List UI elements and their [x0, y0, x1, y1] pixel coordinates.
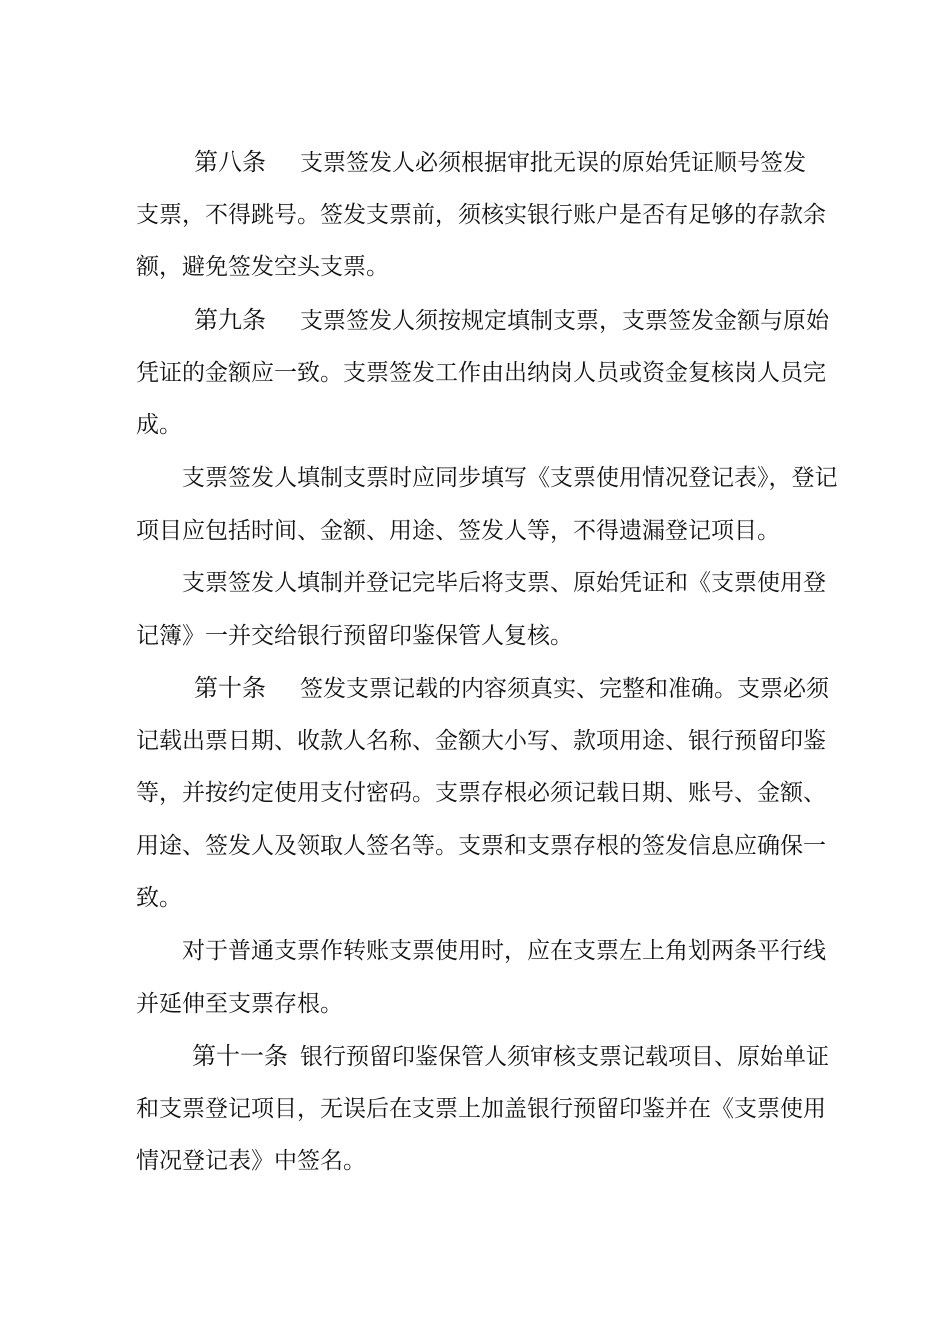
paragraph-line: 记载出票日期、收款人名称、金额大小写、款项用途、银行预留印鉴: [136, 727, 826, 754]
paragraph-10a: [136, 925, 826, 1030]
paragraph-line: [136, 136, 816, 189]
paragraph-line: 支票，不得跳号。签发支票前，须核实银行账户是否有足够的存款余: [136, 201, 826, 228]
article-10: [136, 662, 829, 925]
paragraph-line: 致。: [136, 885, 182, 911]
article-9: [136, 294, 829, 452]
paragraph-text: 支票签发人必须根据审批无误的原始凭证顺号签发: [300, 150, 806, 176]
article-8: [136, 136, 826, 294]
article-label: 第十一条: [192, 1042, 288, 1070]
paragraph-text: 支票签发人填制并登记完毕后将支票、原始凭证和《支票使用登: [182, 570, 826, 596]
article-label: 第八条: [194, 148, 266, 176]
paragraph-9b: [136, 557, 826, 662]
paragraph-line: 等，并按约定使用支付密码。支票存根必须记载日期、账号、金额、: [136, 780, 826, 806]
paragraph-text: 对于普通支票作转账支票使用时，应在支票左上角划两条平行线: [182, 938, 826, 964]
paragraph-line: 情况登记表》中签名。: [136, 1148, 366, 1174]
paragraph-line: 用途、签发人及领取人签名等。支票和支票存根的签发信息应确保一: [136, 832, 826, 859]
paragraph-line: [136, 294, 829, 347]
paragraph-line: 成。: [136, 412, 182, 438]
paragraph-line: [136, 1030, 829, 1083]
paragraph-line: 额，避免签发空头支票。: [136, 254, 389, 280]
paragraph-line: [136, 557, 826, 610]
paragraph-text: 支票签发人须按规定填制支票，支票签发金额与原始: [300, 308, 829, 334]
paragraph-line: [136, 662, 829, 715]
paragraph-line: 并延伸至支票存根。: [136, 990, 343, 1017]
paragraph-line: 项目应包括时间、金额、用途、签发人等，不得遗漏登记项目。: [136, 517, 780, 544]
paragraph-text: 支票签发人填制支票时应同步填写《支票使用情况登记表》，登记: [182, 465, 838, 491]
paragraph-9a: [136, 452, 838, 557]
paragraph-text: 签发支票记载的内容须真实、完整和准确。支票必须: [300, 676, 829, 702]
paragraph-line: 记簿》一并交给银行预留印鉴保管人复核。: [136, 622, 573, 649]
paragraph-line: 凭证的金额应一致。支票签发工作由出纳岗人员或资金复核岗人员完: [136, 359, 826, 386]
paragraph-text: 银行预留印鉴保管人须审核支票记载项目、原始单证: [300, 1044, 829, 1070]
paragraph-line: [136, 925, 826, 978]
paragraph-line: 和支票登记项目，无误后在支票上加盖银行预留印鉴并在《支票使用: [136, 1095, 826, 1122]
article-label: 第十条: [194, 674, 266, 702]
article-11: [136, 1030, 829, 1188]
paragraph-line: [136, 452, 838, 505]
article-label: 第九条: [194, 306, 266, 334]
